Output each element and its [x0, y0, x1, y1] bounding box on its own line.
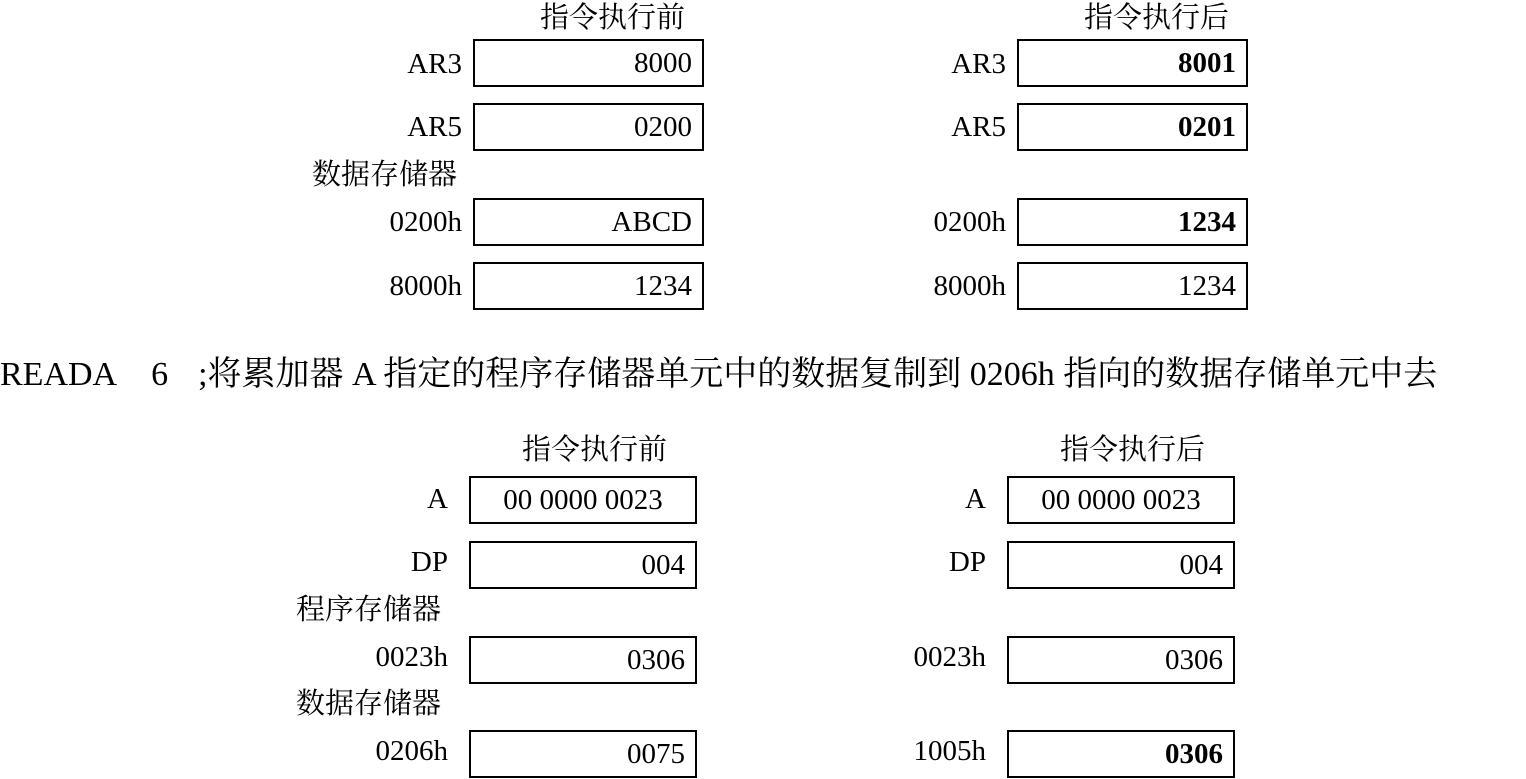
register-value: 8001 [1178, 46, 1236, 79]
top-after-ar5-label: AR5 [951, 111, 1006, 143]
instruction-mnemonic: READA [0, 356, 118, 393]
bottom-after-pmem-cell [1007, 636, 1235, 684]
bottom-data-memory-label: 数据存储器 [296, 688, 442, 720]
bottom-before-dp-register [469, 541, 697, 589]
cell-value: 0306 [627, 643, 685, 676]
bottom-after-pmem-label: 0023h [913, 641, 986, 673]
top-after-mem2-label: 8000h [933, 270, 1006, 302]
cell-value: 0075 [627, 737, 685, 770]
cell-value: 0306 [1165, 643, 1223, 676]
top-after-mem2-cell [1017, 262, 1248, 310]
register-value: 0200 [634, 110, 692, 143]
cell-value: 1234 [634, 269, 692, 302]
bottom-before-pmem-label: 0023h [375, 641, 448, 673]
bottom-after-dmem-cell [1007, 730, 1235, 778]
bottom-after-dp-label: DP [948, 546, 986, 578]
instruction-comment: ;将累加器 A 指定的程序存储器单元中的数据复制到 0206h 指向的数据存储单元中去 [198, 356, 1438, 393]
cell-value: ABCD [611, 205, 692, 238]
top-before-ar5-register [473, 103, 704, 151]
cell-value: 1234 [1178, 205, 1236, 238]
instruction-operand: 6 [151, 356, 169, 393]
bottom-after-accumulator [1007, 476, 1235, 524]
top-before-ar3-register [473, 39, 704, 87]
top-after-mem1-cell [1017, 198, 1248, 246]
bottom-before-dmem-cell [469, 730, 697, 778]
top-before-mem1-label: 0200h [389, 206, 462, 238]
bottom-after-dp-register [1007, 541, 1235, 589]
top-before-title: 指令执行前 [540, 2, 686, 34]
bottom-before-title: 指令执行前 [522, 434, 668, 466]
bottom-before-pmem-cell [469, 636, 697, 684]
top-after-ar3-label: AR3 [951, 48, 1006, 80]
top-after-ar5-register [1017, 103, 1248, 151]
top-after-mem1-label: 0200h [933, 206, 1006, 238]
instruction-line [0, 358, 1437, 392]
register-value: 8000 [634, 46, 692, 79]
top-before-mem2-label: 8000h [389, 270, 462, 302]
bottom-before-dmem-label: 0206h [375, 735, 448, 767]
top-data-memory-label: 数据存储器 [312, 159, 458, 191]
register-value: 00 0000 0023 [1041, 483, 1201, 516]
bottom-before-dp-label: DP [410, 546, 448, 578]
top-before-ar5-label: AR5 [407, 111, 462, 143]
cell-value: 1234 [1178, 269, 1236, 302]
top-before-mem1-cell [473, 198, 704, 246]
bottom-after-a-label: A [965, 483, 986, 515]
cell-value: 0306 [1165, 737, 1223, 770]
bottom-after-dmem-label: 1005h [913, 735, 986, 767]
register-value: 0201 [1178, 110, 1236, 143]
bottom-program-memory-label: 程序存储器 [296, 594, 442, 626]
register-value: 004 [1179, 548, 1223, 581]
bottom-before-accumulator [469, 476, 697, 524]
bottom-before-a-label: A [427, 483, 448, 515]
top-after-title: 指令执行后 [1084, 2, 1230, 34]
register-value: 00 0000 0023 [503, 483, 663, 516]
top-before-ar3-label: AR3 [407, 48, 462, 80]
bottom-after-title: 指令执行后 [1060, 434, 1206, 466]
top-after-ar3-register [1017, 39, 1248, 87]
register-value: 004 [641, 548, 685, 581]
top-before-mem2-cell [473, 262, 704, 310]
